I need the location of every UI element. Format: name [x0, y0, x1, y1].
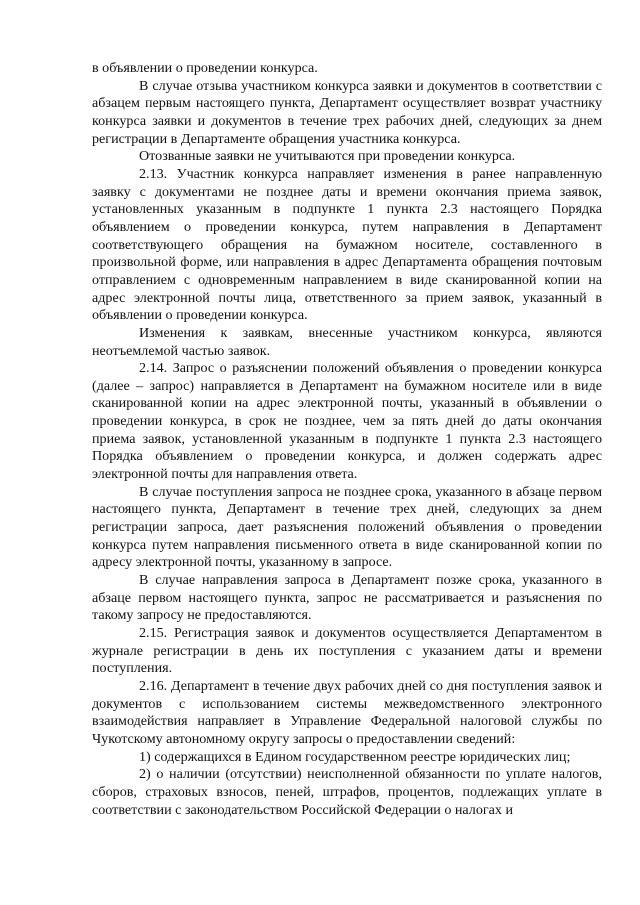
- paragraph-changes: Изменения к заявкам, внесенные участником конкурса, являются неотъемлемой частью заявок.: [92, 324, 602, 359]
- paragraph-2-16: 2.16. Департамент в течение двух рабочих дней со дня поступления заявок и документов с использованием системы межведомственного электронного взаимодействия направляет в Управление Федеральной налоговой службы по Чукотскому автономному округу запросы о предоставлении сведений:: [92, 677, 602, 747]
- paragraph-continuation: в объявлении о проведении конкурса.: [92, 60, 318, 76]
- paragraph-2-15: 2.15. Регистрация заявок и документов осуществляется Департаментом в журнале регистрации в день их поступления с указанием даты и времени поступления.: [92, 625, 602, 677]
- paragraph-2-14: 2.14. Запрос о разъяснении положений объявления о проведении конкурса (далее – запрос) направляется в Департамент на бумажном носителе или в виде сканированной копии на адрес электронной почты, указанный в объявлении о проведении конкурса, в срок не позднее, чем за пять дней до даты окончания приема заявок, установленной указанным в подпункте 1 пункта 2.3 настоящего Порядка объявлением о проведении конкурса, и должен содержать адрес электронной почты для направления ответа.: [92, 360, 602, 483]
- document-page: [92, 60, 602, 819]
- paragraph-request-in-time: В случае поступления запроса не позднее срока, указанного в абзаце первом настоящего пункта, Департамент в течение трех дней, следующих за днем регистрации запроса, дает разъяснения положений объявления о проведении конкурса путем направления письменного ответа в виде сканированной копии по адресу электронной почты, указанному в запросе.: [92, 483, 602, 571]
- paragraph-item-1: 1) содержащихся в Едином государственном реестре юридических лиц;: [139, 748, 571, 765]
- paragraph-request-late: В случае направления запроса в Департамент позже срока, указанного в абзаце первом настоящего пункта, запрос не рассматривается и разъяснения по такому запросу не предоставляются.: [92, 572, 602, 624]
- paragraph-item-2: 2) о наличии (отсутствии) неисполненной обязанности по уплате налогов, сборов, страховых взносов, пеней, штрафов, процентов, подлежащих уплате в соответствии с законодательством Российской Федерации о налогах и: [92, 766, 602, 818]
- paragraph-2-13: 2.13. Участник конкурса направляет изменения в ранее направленную заявку с документами не позднее даты и времени окончания приема заявок, установленных указанным в подпункте 1 пункта 2.3 настоящего Порядка объявлением о проведении конкурса, путем направления в Департамент соответствующего обращения на бумажном носителе, составленного в произвольной форме, или направления в адрес Департамента обращения почтовым отправлением с одновременным направлением в виде сканированной копии на адрес электронной почты лица, ответственного за прием заявок, указанный в объявлении о проведении конкурса.: [92, 165, 602, 324]
- paragraph-withdrawal: В случае отзыва участником конкурса заявки и документов в соответствии с абзацем первым настоящего пункта, Департамент осуществляет возврат участнику конкурса заявки и документов в течение трех рабочих дней, следующих за днем регистрации в Департаменте обращения участника конкурса.: [92, 77, 602, 147]
- paragraph-withdrawn-bids: Отозванные заявки не учитываются при проведении конкурса.: [139, 148, 516, 165]
